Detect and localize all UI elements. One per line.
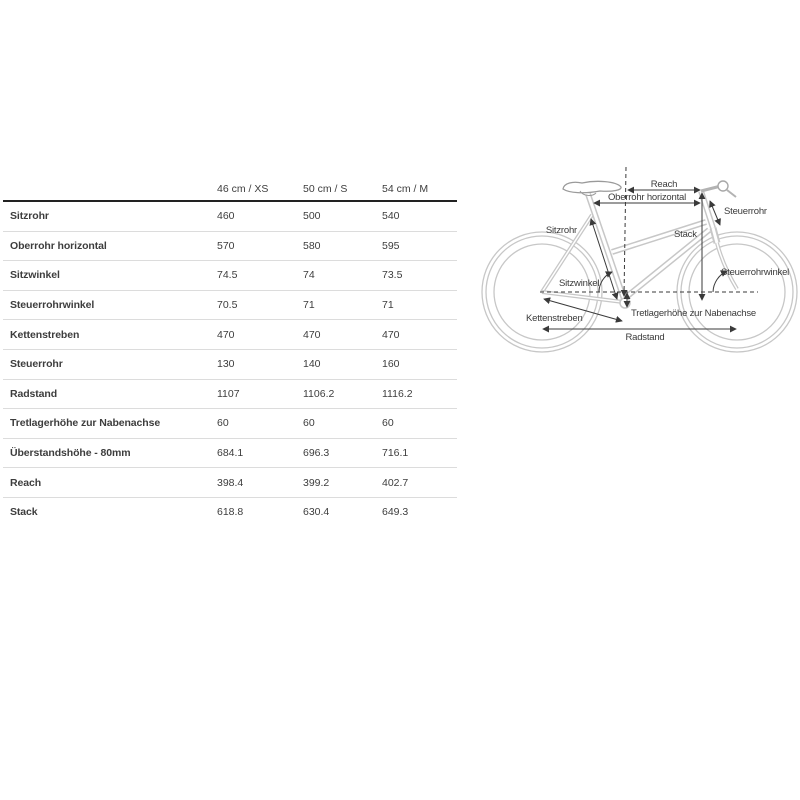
table-row [3, 409, 457, 439]
bottom-bracket [620, 298, 630, 308]
table-row [3, 439, 457, 469]
cell-value: 130 [217, 358, 235, 371]
row-label: Sitzrohr [10, 210, 49, 223]
table-row [3, 232, 457, 262]
diagram-label-steuerrohr: Steuerrohr [724, 206, 767, 217]
cell-value: 684.1 [217, 447, 244, 460]
table-header-row [3, 177, 457, 202]
cell-value: 160 [382, 358, 400, 371]
cell-value: 460 [217, 210, 235, 223]
diagram-label-oberrohr: Oberrohr horizontal [607, 192, 687, 203]
vertical-reference-line [624, 167, 626, 296]
cell-value: 595 [382, 239, 400, 252]
row-label: Sitzwinkel [10, 269, 60, 282]
cell-value: 1107 [217, 387, 240, 400]
row-label: Steuerrohrwinkel [10, 299, 95, 312]
table-row [3, 320, 457, 350]
table-row [3, 261, 457, 291]
diagram-label-stack: Stack [674, 229, 697, 240]
cell-value: 1106.2 [303, 387, 335, 400]
table-row [3, 380, 457, 410]
row-label: Steuerrohr [10, 358, 63, 371]
cell-value: 716.1 [382, 447, 409, 460]
cell-value: 60 [382, 417, 394, 430]
cell-value: 570 [217, 239, 235, 252]
table-row [3, 468, 457, 498]
cell-value: 71 [382, 299, 394, 312]
cell-value: 649.3 [382, 506, 409, 519]
cell-value: 60 [217, 417, 229, 430]
cell-value: 60 [303, 417, 315, 430]
cell-value: 402.7 [382, 476, 409, 489]
diagram-label-reach: Reach [650, 179, 678, 190]
row-label: Oberrohr horizontal [10, 239, 107, 252]
row-label: Radstand [10, 387, 58, 400]
cell-value: 1116.2 [382, 387, 413, 400]
column-header-m: 54 cm / M [382, 182, 429, 195]
table-row [3, 498, 457, 527]
table-row [3, 291, 457, 321]
handlebar [701, 181, 736, 197]
geometry-table-body [3, 202, 457, 527]
diagram-label-steuerrohrwinkel: Steuerrohrwinkel [721, 267, 790, 278]
diagram-label-tretlager: Tretlagerhöhe zur Nabenachse [631, 308, 757, 319]
table-row [3, 202, 457, 232]
cell-value: 470 [217, 328, 235, 341]
row-label: Reach [10, 476, 42, 489]
column-header-s: 50 cm / S [303, 182, 348, 195]
cell-value: 398.4 [217, 476, 244, 489]
cell-value: 540 [382, 210, 400, 223]
cell-value: 73.5 [382, 269, 403, 282]
cell-value: 70.5 [217, 299, 238, 312]
cell-value: 470 [382, 328, 400, 341]
cell-value: 696.3 [303, 447, 330, 460]
row-label: Überstandshöhe - 80mm [10, 447, 131, 460]
table-row [3, 350, 457, 380]
cell-value: 399.2 [303, 476, 330, 489]
bike-frame [542, 191, 737, 308]
geometry-table [3, 177, 457, 527]
column-header-xs: 46 cm / XS [217, 182, 269, 195]
cell-value: 618.8 [217, 506, 244, 519]
diagram-label-sitzwinkel: Sitzwinkel [559, 278, 600, 289]
row-label: Tretlagerhöhe zur Nabenachse [10, 417, 161, 430]
row-label: Kettenstreben [10, 328, 80, 341]
diagram-label-radstand: Radstand [625, 332, 665, 343]
cell-value: 71 [303, 299, 315, 312]
cell-value: 630.4 [303, 506, 330, 519]
cell-value: 580 [303, 239, 321, 252]
cell-value: 74.5 [217, 269, 238, 282]
cell-value: 140 [303, 358, 321, 371]
cell-value: 500 [303, 210, 321, 223]
cell-value: 470 [303, 328, 321, 341]
row-label: Stack [10, 506, 38, 519]
sitzwinkel-arc [599, 272, 612, 292]
diagram-label-kettenstreben: Kettenstreben [526, 313, 583, 324]
bike-geometry-diagram [480, 160, 800, 380]
diagram-label-sitzrohr: Sitzrohr [545, 225, 577, 236]
cell-value: 74 [303, 269, 315, 282]
